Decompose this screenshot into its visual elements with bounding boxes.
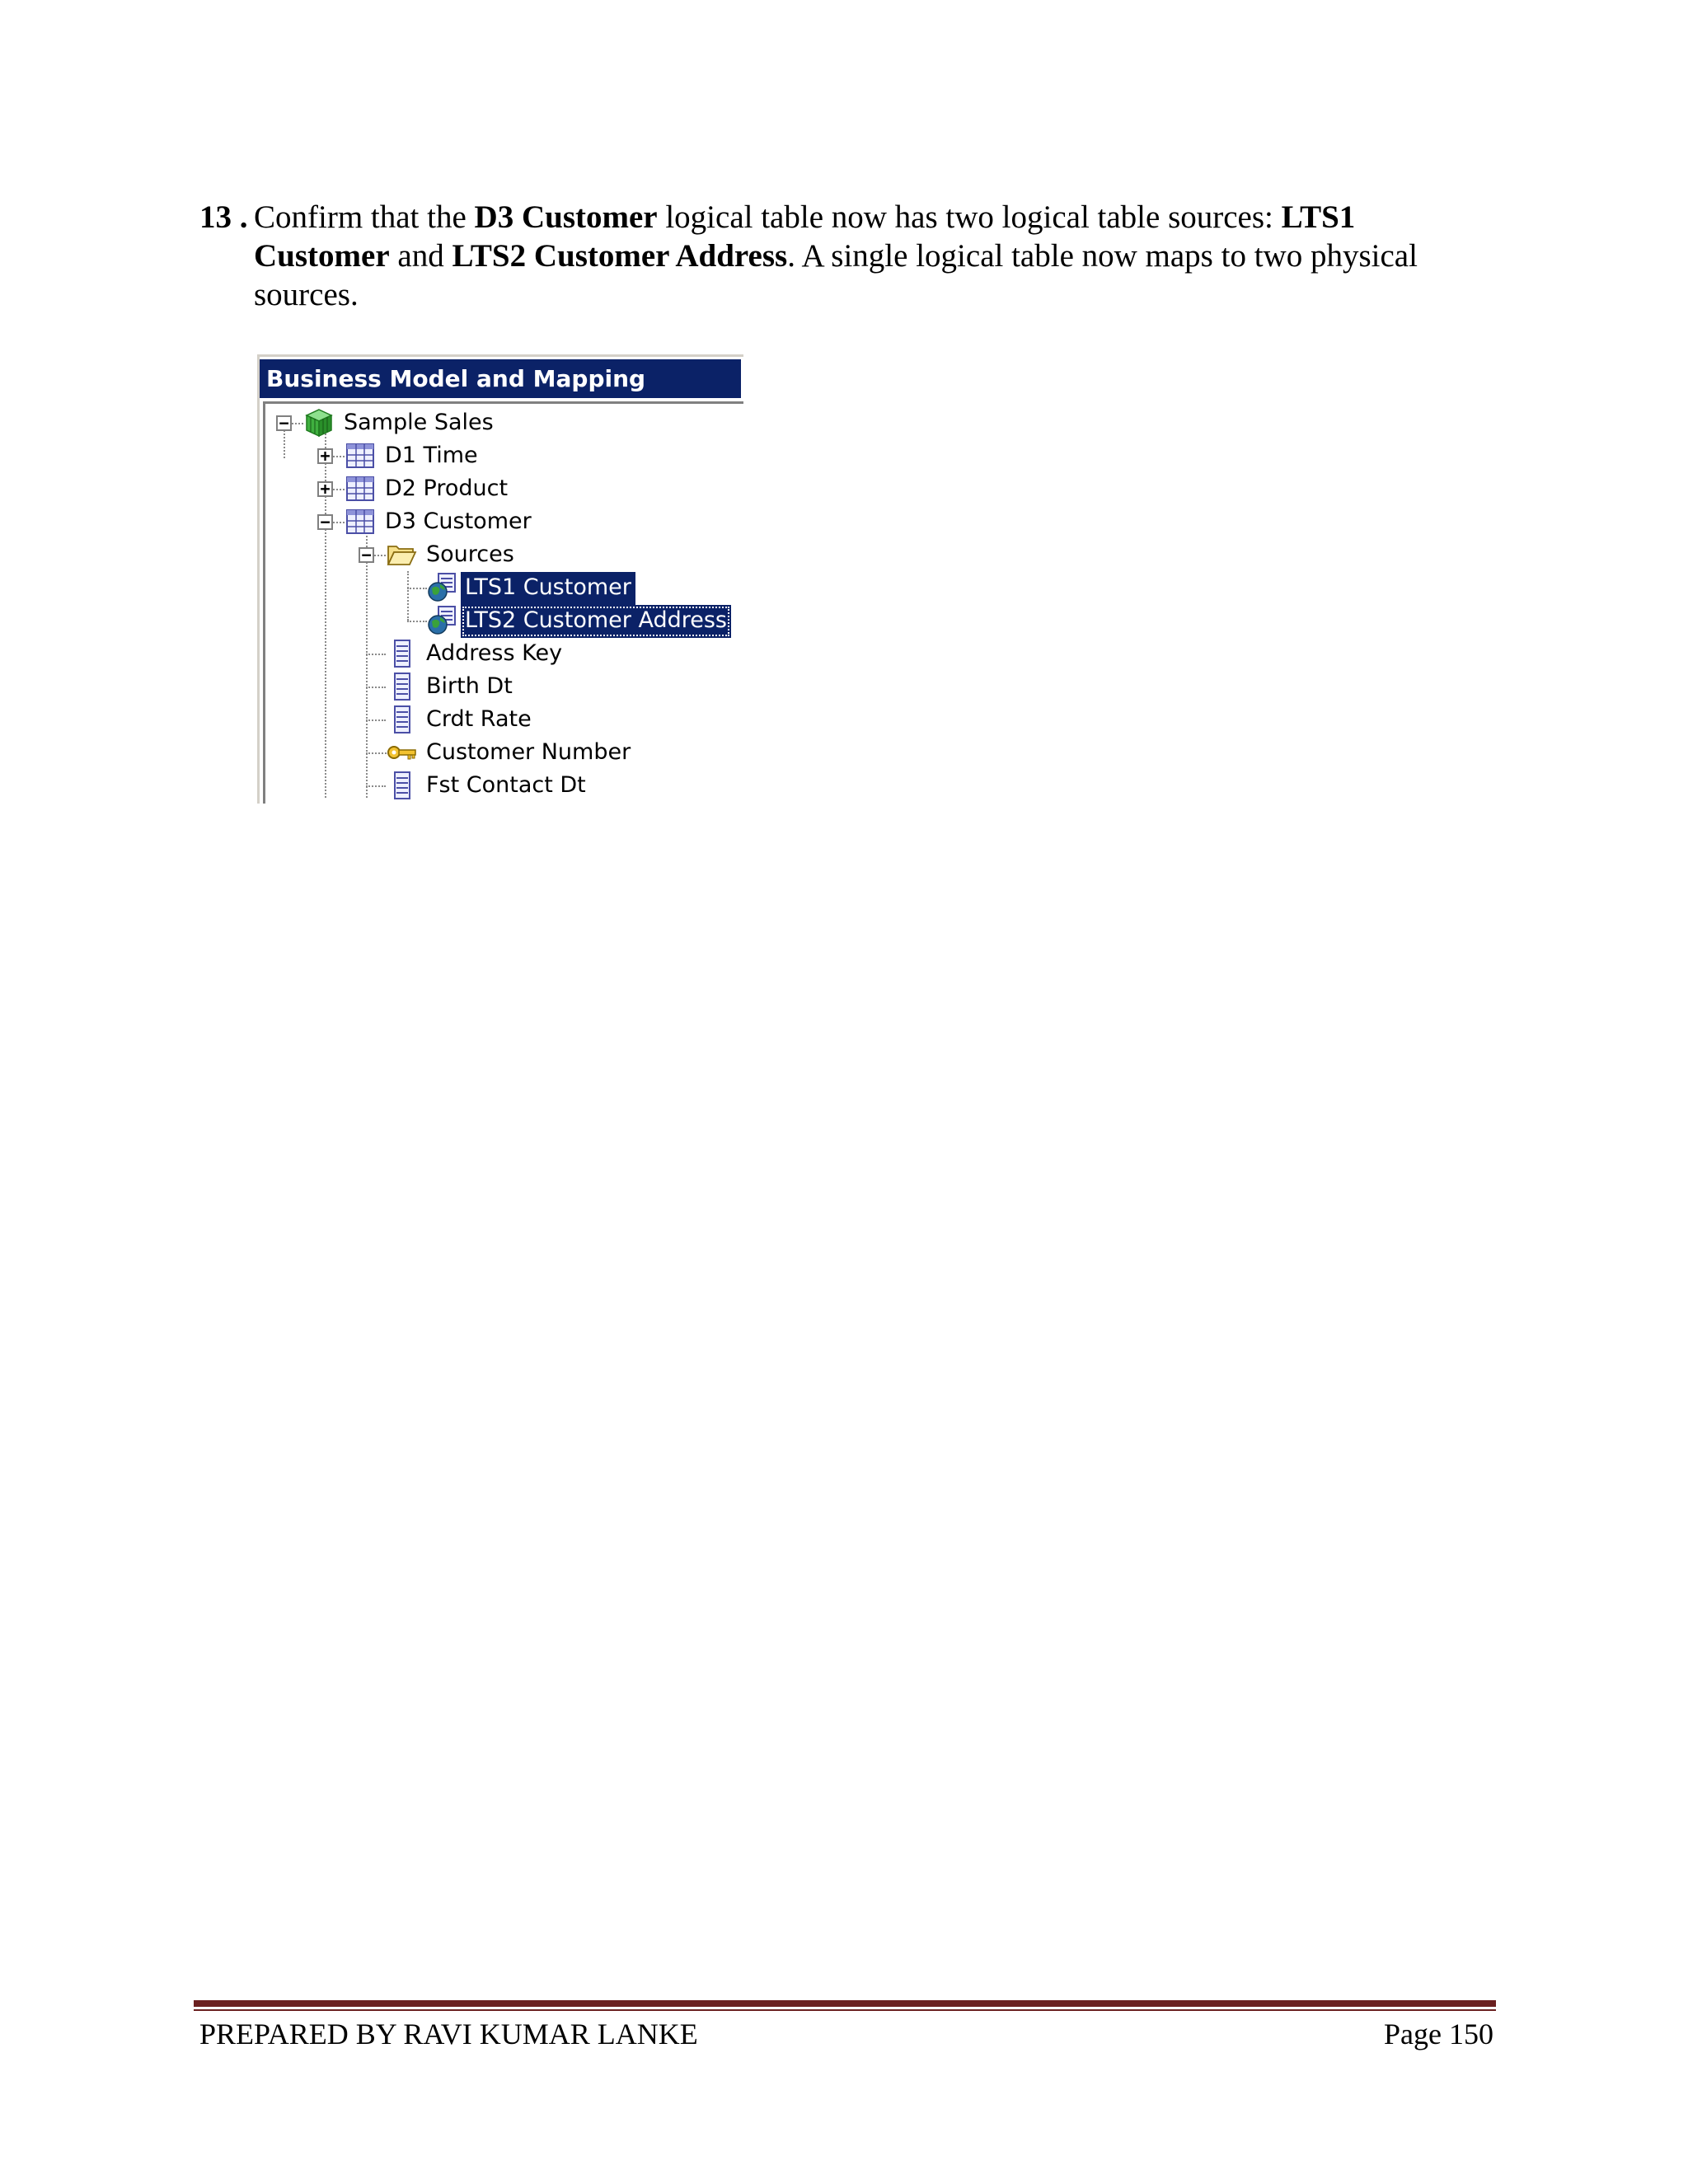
- logical-table-icon: [345, 440, 376, 471]
- footer-author: PREPARED BY RAVI KUMAR LANKE: [199, 2018, 698, 2050]
- bold-d3-customer: D3 Customer: [474, 199, 658, 235]
- logical-column-icon: [386, 704, 417, 735]
- tree-item-lts1-customer[interactable]: LTS1 Customer: [461, 572, 635, 605]
- step-number: 13 .: [199, 199, 248, 235]
- collapse-toggle-d3-customer[interactable]: −: [317, 514, 333, 530]
- step-text: Confirm that the D3 Customer logical table now has two logical table sources: LTS1 Customer and LTS2 Customer Address. A single logical table now maps to two physical sources.: [254, 199, 1418, 312]
- tree-item-d3-customer[interactable]: D3 Customer: [385, 509, 532, 534]
- tree-item-lts2-customer-address[interactable]: LTS2 Customer Address: [461, 605, 731, 638]
- business-model-cube-icon: [303, 407, 335, 438]
- tree-item-fst-contact-dt[interactable]: Fst Contact Dt: [426, 772, 586, 798]
- expand-toggle-d2-product[interactable]: +: [317, 481, 333, 497]
- footer-rule: [194, 2000, 1496, 2007]
- logical-table-source-icon: [427, 605, 458, 636]
- logical-table-icon: [345, 506, 376, 537]
- key-icon: [386, 737, 417, 768]
- tree-item-birth-dt[interactable]: Birth Dt: [426, 673, 513, 699]
- open-folder-icon: [386, 539, 417, 570]
- logical-column-icon: [386, 770, 417, 801]
- bold-lts1-customer: LTS1 Customer: [254, 199, 1356, 274]
- bmm-tree[interactable]: [263, 401, 743, 804]
- tree-item-address-key[interactable]: Address Key: [426, 640, 563, 666]
- footer-page-number: Page 150: [1384, 2018, 1493, 2050]
- tree-item-d1-time[interactable]: D1 Time: [385, 443, 478, 468]
- collapse-toggle-sources[interactable]: −: [359, 547, 374, 563]
- footer-rule-thin: [194, 2009, 1496, 2011]
- collapse-toggle-sample-sales[interactable]: −: [276, 415, 292, 431]
- logical-table-icon: [345, 473, 376, 504]
- panel-title: Business Model and Mapping: [260, 359, 741, 398]
- tree-item-customer-number[interactable]: Customer Number: [426, 739, 631, 765]
- tree-item-sample-sales[interactable]: Sample Sales: [344, 410, 494, 435]
- logical-table-source-icon: [427, 572, 458, 603]
- logical-column-icon: [386, 638, 417, 669]
- tree-item-crdt-rate[interactable]: Crdt Rate: [426, 706, 532, 732]
- bold-lts2-customer-address: LTS2 Customer Address: [452, 238, 788, 274]
- tree-item-sources[interactable]: Sources: [426, 541, 514, 567]
- tree-item-d2-product[interactable]: D2 Product: [385, 476, 509, 501]
- logical-column-icon: [386, 671, 417, 702]
- expand-toggle-d1-time[interactable]: +: [317, 448, 333, 464]
- bmm-screenshot: [257, 354, 743, 804]
